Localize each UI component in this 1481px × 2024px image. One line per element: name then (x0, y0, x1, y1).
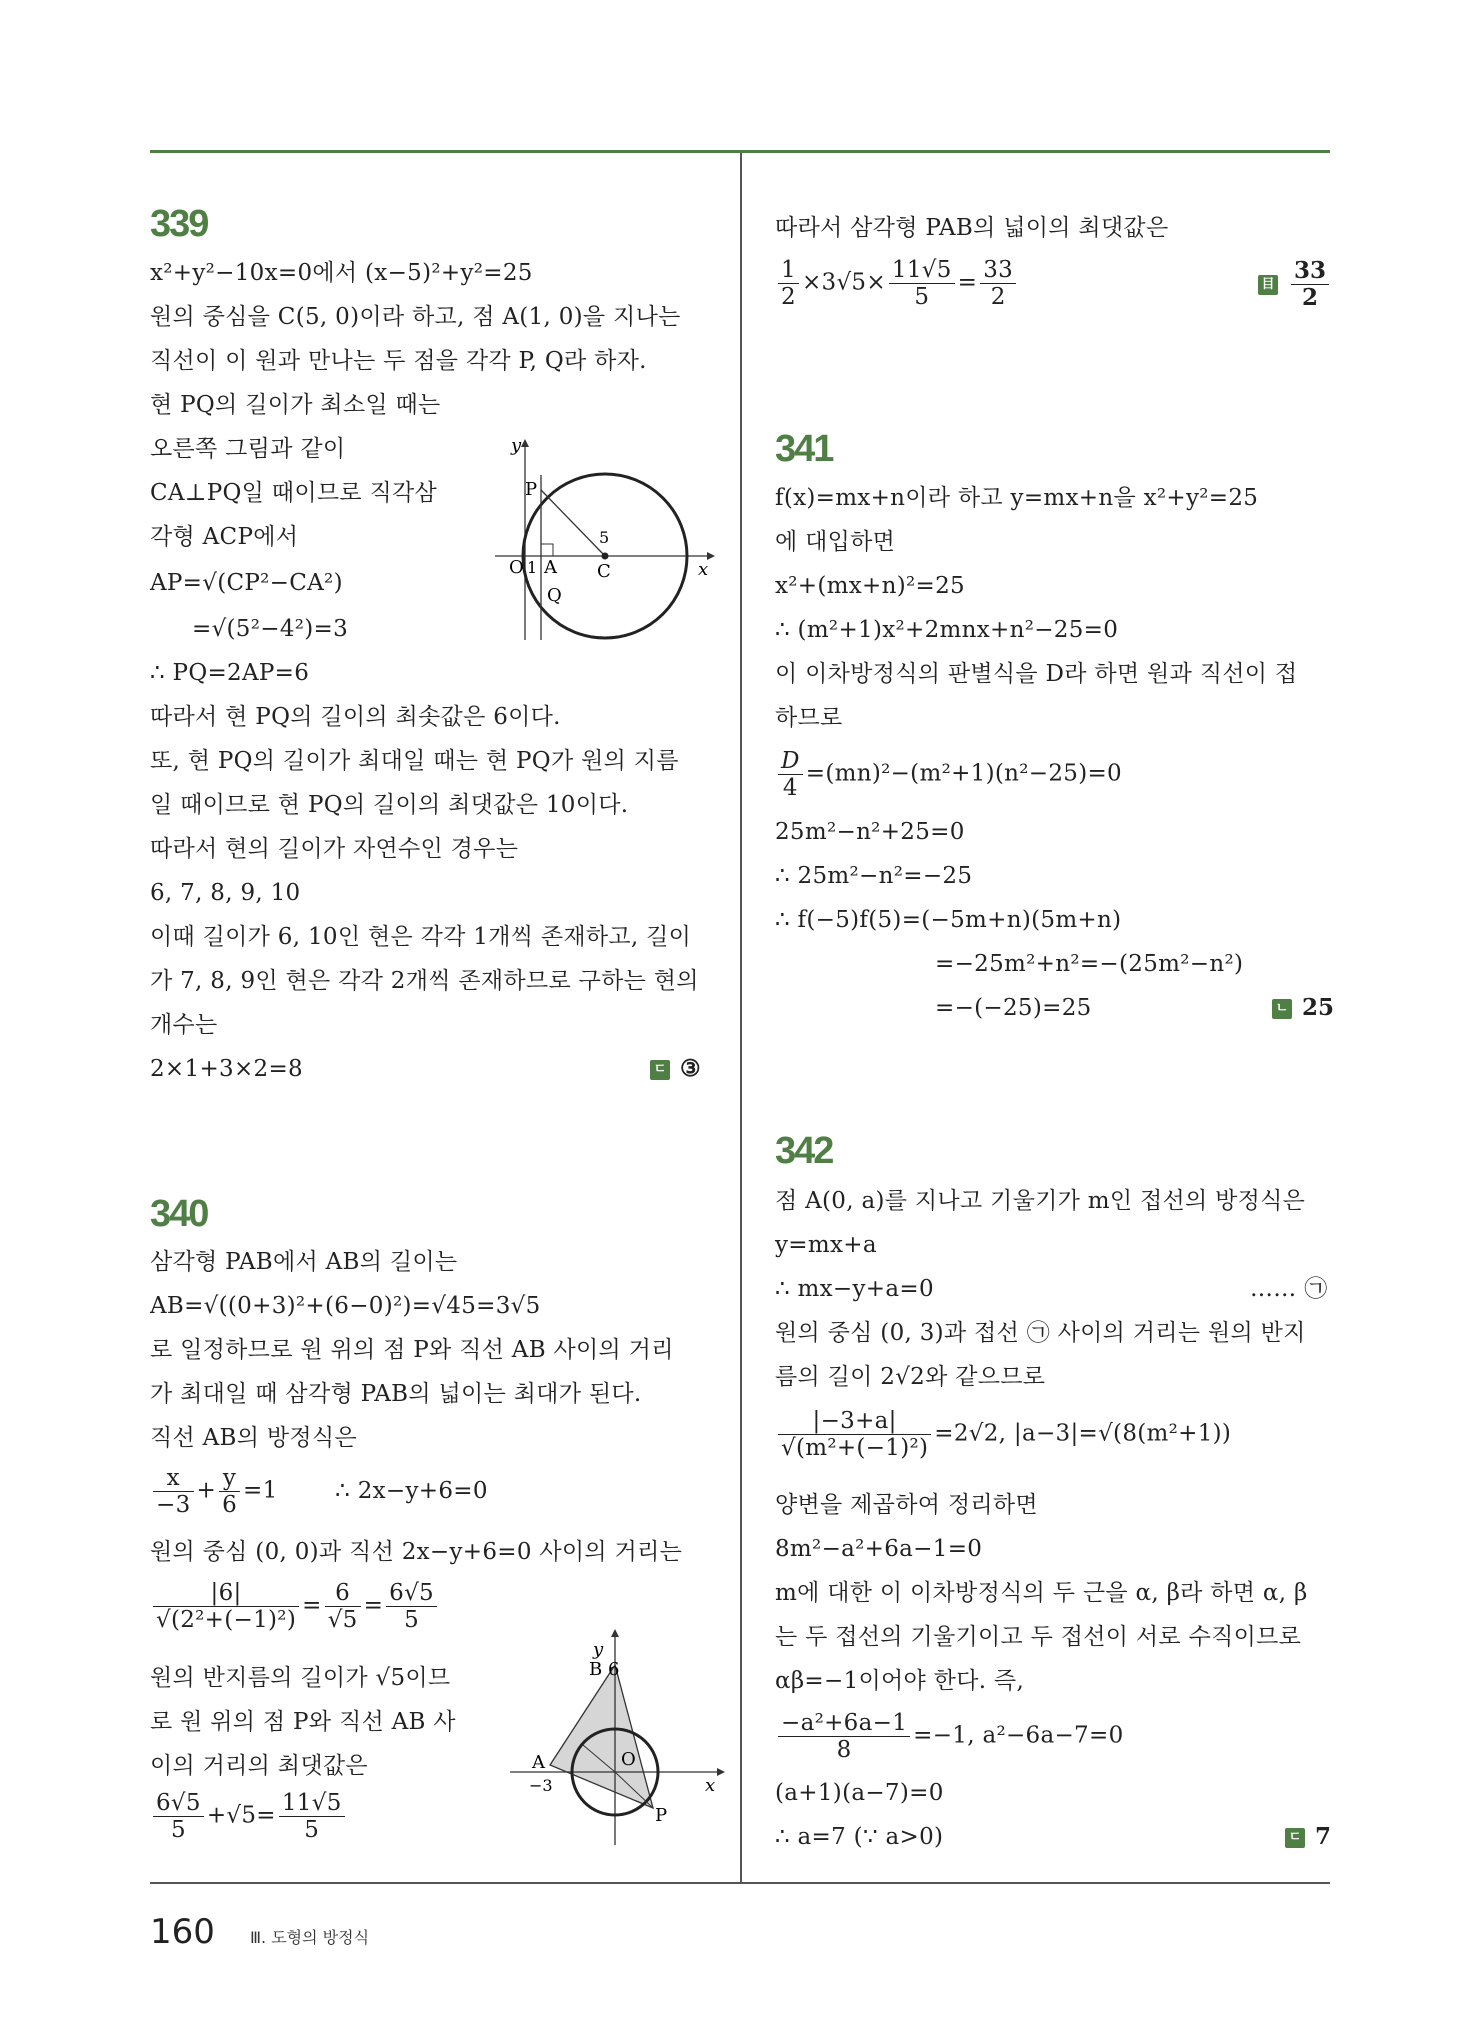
equation-tag: …… ㉠ (1250, 1276, 1328, 1302)
fraction: $\frac{6√5}{5}$ (153, 1790, 204, 1843)
point-p-label: P (525, 479, 538, 500)
text-line: 따라서 삼각형 PAB의 넓이의 최댓값은 (775, 215, 1169, 241)
y-axis-arrow-icon (611, 1629, 619, 1637)
fraction: $\frac{y}{6}$ (219, 1465, 240, 1518)
radius-label: 5 (599, 528, 610, 547)
distance-equation: $\frac{|6|}{\text{√(2²+(−1)²)}}$ = $\frac{6}{√5}$ = $\frac{6√5}{5}$ (150, 1580, 440, 1633)
x-label: x (705, 1775, 716, 1796)
text-line: f(x)=mx+n이라 하고 y=mx+n을 x²+y²=25 (775, 485, 1259, 511)
problem-number: 340 (150, 1193, 208, 1235)
y-label: y (511, 435, 522, 456)
text-line: 에 대입하면 (775, 529, 896, 555)
bottom-rule (150, 1882, 1330, 1884)
answer (1285, 1822, 1331, 1852)
y-label: y (593, 1639, 604, 1660)
problem-number: 342 (775, 1130, 833, 1172)
text-line: 원의 중심 (0, 3)과 접선 ㉠ 사이의 거리는 원의 반지 (775, 1320, 1306, 1346)
text-line: 6, 7, 8, 9, 10 (150, 880, 301, 906)
text-line: CA⊥PQ일 때이므로 직각삼 (150, 480, 438, 506)
text-line: 이 이차방정식의 판별식을 D라 하면 원과 직선이 접 (775, 661, 1298, 687)
origin-label: O (509, 557, 524, 578)
fraction: $\frac{\text{−a²+6a−1}}{8}$ (778, 1710, 910, 1763)
answer-value: 25 (1302, 994, 1335, 1021)
text-line: 현 PQ의 길이가 최소일 때는 (150, 392, 441, 418)
text-line: 름의 길이 2√2와 같으므로 (775, 1364, 1046, 1390)
text-line: =√(5²−4²)=3 (192, 616, 349, 642)
text-line: 오른쪽 그림과 같이 (150, 436, 346, 462)
text-line: 또, 현 PQ의 길이가 최대일 때는 현 PQ가 원의 지름 (150, 748, 679, 774)
text-line: 이때 길이가 6, 10인 현은 각각 1개씩 존재하고, 길이 (150, 924, 692, 950)
text-line: αβ=−1이어야 한다. 즉, (775, 1668, 1025, 1694)
text-line: 양변을 제곱하여 정리하면 (775, 1492, 1038, 1518)
center-point (602, 553, 609, 560)
problem-number: 341 (775, 428, 833, 470)
answer (1258, 258, 1332, 311)
answer-badge-icon: 目 (1258, 275, 1278, 295)
text-line: x²+y²−10x=0에서 (x−5)²+y²=25 (150, 260, 533, 286)
fraction: $\frac{6√5}{5}$ (386, 1580, 437, 1633)
text-line: ∴ 25m²−n²=−25 (775, 863, 973, 889)
text-line: 는 두 접선의 기울기이고 두 접선이 서로 수직이므로 (775, 1624, 1302, 1650)
text-line: 각형 ACP에서 (150, 524, 299, 550)
point-q-label: Q (547, 585, 562, 606)
text-line: 이의 거리의 최댓값은 (150, 1753, 368, 1779)
text-line: ∴ (m²+1)x²+2mnx+n²−25=0 (775, 617, 1119, 643)
text-line: 8m²−a²+6a−1=0 (775, 1536, 983, 1562)
page-number: 160 (150, 1912, 215, 1952)
point-c-label: C (597, 561, 611, 582)
answer-badge-icon: ㄷ (650, 1060, 670, 1080)
text-line: =−25m²+n²=−(25m²−n²) (935, 951, 1244, 977)
text-line: 따라서 현 PQ의 길이의 최솟값은 6이다. (150, 704, 561, 730)
y-axis-arrow-icon (521, 439, 529, 447)
circle-figure-339 (485, 435, 715, 650)
text-line: 로 원 위의 점 P와 직선 AB 사 (150, 1709, 456, 1735)
text-line: 가 최대일 때 삼각형 PAB의 넓이는 최대가 된다. (150, 1381, 642, 1407)
text-line: ∴ PQ=2AP=6 (150, 660, 310, 686)
text-line: 직선이 이 원과 만나는 두 점을 각각 P, Q라 하자. (150, 348, 647, 374)
right-angle-mark (541, 544, 553, 556)
text-line: 따라서 현의 길이가 자연수인 경우는 (150, 836, 519, 862)
fraction: $\frac{33}{2}$ (980, 257, 1016, 310)
text-line: 일 때이므로 현 PQ의 길이의 최댓값은 10이다. (150, 792, 629, 818)
fraction: $\frac{|6|}{\text{√(2²+(−1)²)}}$ (153, 1580, 299, 1633)
fraction: $\frac{6}{√5}$ (325, 1580, 361, 1633)
text-line: 원의 중심 (0, 0)과 직선 2x−y+6=0 사이의 거리는 (150, 1539, 683, 1565)
line-equation: $\frac{x}{-3}$ + $\frac{y}{6}$ =1 ∴ 2x−y+6=0 (150, 1465, 488, 1518)
triangle-figure-340 (505, 1625, 725, 1850)
text-line: ∴ a=7 (∵ a>0) (775, 1824, 944, 1850)
answer-value: 7 (1315, 1823, 1332, 1850)
text-line: 하므로 (775, 705, 843, 731)
text-line: 로 일정하므로 원 위의 점 P와 직선 AB 사이의 거리 (150, 1337, 674, 1363)
text-line: 원의 반지름의 길이가 √5이므 (150, 1665, 451, 1691)
text-line: y=mx+a (775, 1232, 877, 1258)
point-b-label: B 6 (589, 1659, 620, 1680)
answer-badge-icon: ㄴ (1272, 999, 1292, 1019)
neg3-label: −3 (529, 1776, 553, 1795)
column-divider (740, 153, 742, 1883)
text-line: 25m²−n²+25=0 (775, 819, 965, 845)
fraction: $\frac{x}{-3}$ (153, 1465, 194, 1518)
quadratic-equation: $\frac{\text{−a²+6a−1}}{8}$ =−1, a²−6a−7=0 (775, 1710, 1124, 1763)
text-line: 개수는 (150, 1012, 218, 1038)
text-line: AB=√((0+3)²+(6−0)²)=√45=3√5 (150, 1293, 541, 1319)
text-line: 가 7, 8, 9인 현은 각각 2개씩 존재하므로 구하는 현의 (150, 968, 699, 994)
text-line: =−(−25)=25 (935, 995, 1092, 1021)
discriminant-equation: $\frac{D}{4}$ =(mn)²−(m²+1)(n²−25)=0 (775, 748, 1122, 801)
answer-value: ③ (680, 1055, 701, 1082)
fraction: $\frac{|-3+a|}{\text{√(m²+(−1)²)}}$ (778, 1408, 931, 1461)
text-line: 점 A(0, a)를 지나고 기울기가 m인 접선의 방정식은 (775, 1188, 1306, 1214)
problem-number: 339 (150, 203, 208, 245)
point-p-label: P (655, 1805, 668, 1826)
max-distance-equation: $\frac{6√5}{5}$ +√5= $\frac{11√5}{5}$ (150, 1790, 348, 1843)
answer (1272, 993, 1334, 1023)
text-line: ∴ mx−y+a=0 (775, 1276, 934, 1302)
text-line: 삼각형 PAB에서 AB의 길이는 (150, 1249, 458, 1275)
answer-badge-icon: ㄷ (1285, 1828, 1305, 1848)
answer (650, 1054, 701, 1084)
origin-label: O (621, 1749, 636, 1770)
fraction: $\frac{1}{2}$ (778, 257, 799, 310)
text-line: 원의 중심을 C(5, 0)이라 하고, 점 A(1, 0)을 지나는 (150, 304, 681, 330)
x-axis-arrow-icon (717, 1768, 725, 1776)
text-line: 직선 AB의 방정식은 (150, 1425, 357, 1451)
point-a-label: A (544, 557, 557, 578)
text-line: (a+1)(a−7)=0 (775, 1780, 944, 1806)
answer-fraction: $\frac{33}{2}$ (1291, 258, 1329, 311)
fraction: $\frac{11√5}{5}$ (889, 257, 955, 310)
one-label: 1 (527, 558, 538, 577)
radius-cp (541, 490, 605, 556)
text-line: AP=√(CP²−CA²) (150, 570, 343, 596)
x-axis-arrow-icon (707, 552, 715, 560)
point-a-label: A (532, 1752, 545, 1773)
x-label: x (698, 559, 709, 580)
text-line: 2×1+3×2=8 (150, 1056, 303, 1082)
fraction: $\frac{D}{4}$ (778, 748, 803, 801)
text-line: ∴ f(−5)f(5)=(−5m+n)(5m+n) (775, 907, 1122, 933)
distance-equation: $\frac{|-3+a|}{\text{√(m²+(−1)²)}}$ =2√2, |a−3|=√(8(m²+1)) (775, 1408, 1231, 1461)
chapter-title: Ⅲ. 도형의 방정식 (250, 1928, 370, 1947)
fraction: $\frac{11√5}{5}$ (279, 1790, 345, 1843)
area-equation: $\frac{1}{2}$ ×3√5× $\frac{11√5}{5}$ = $\frac{33}{2}$ (775, 257, 1019, 310)
text-line: m에 대한 이 이차방정식의 두 근을 α, β라 하면 α, β (775, 1580, 1308, 1606)
text-line: x²+(mx+n)²=25 (775, 573, 965, 599)
